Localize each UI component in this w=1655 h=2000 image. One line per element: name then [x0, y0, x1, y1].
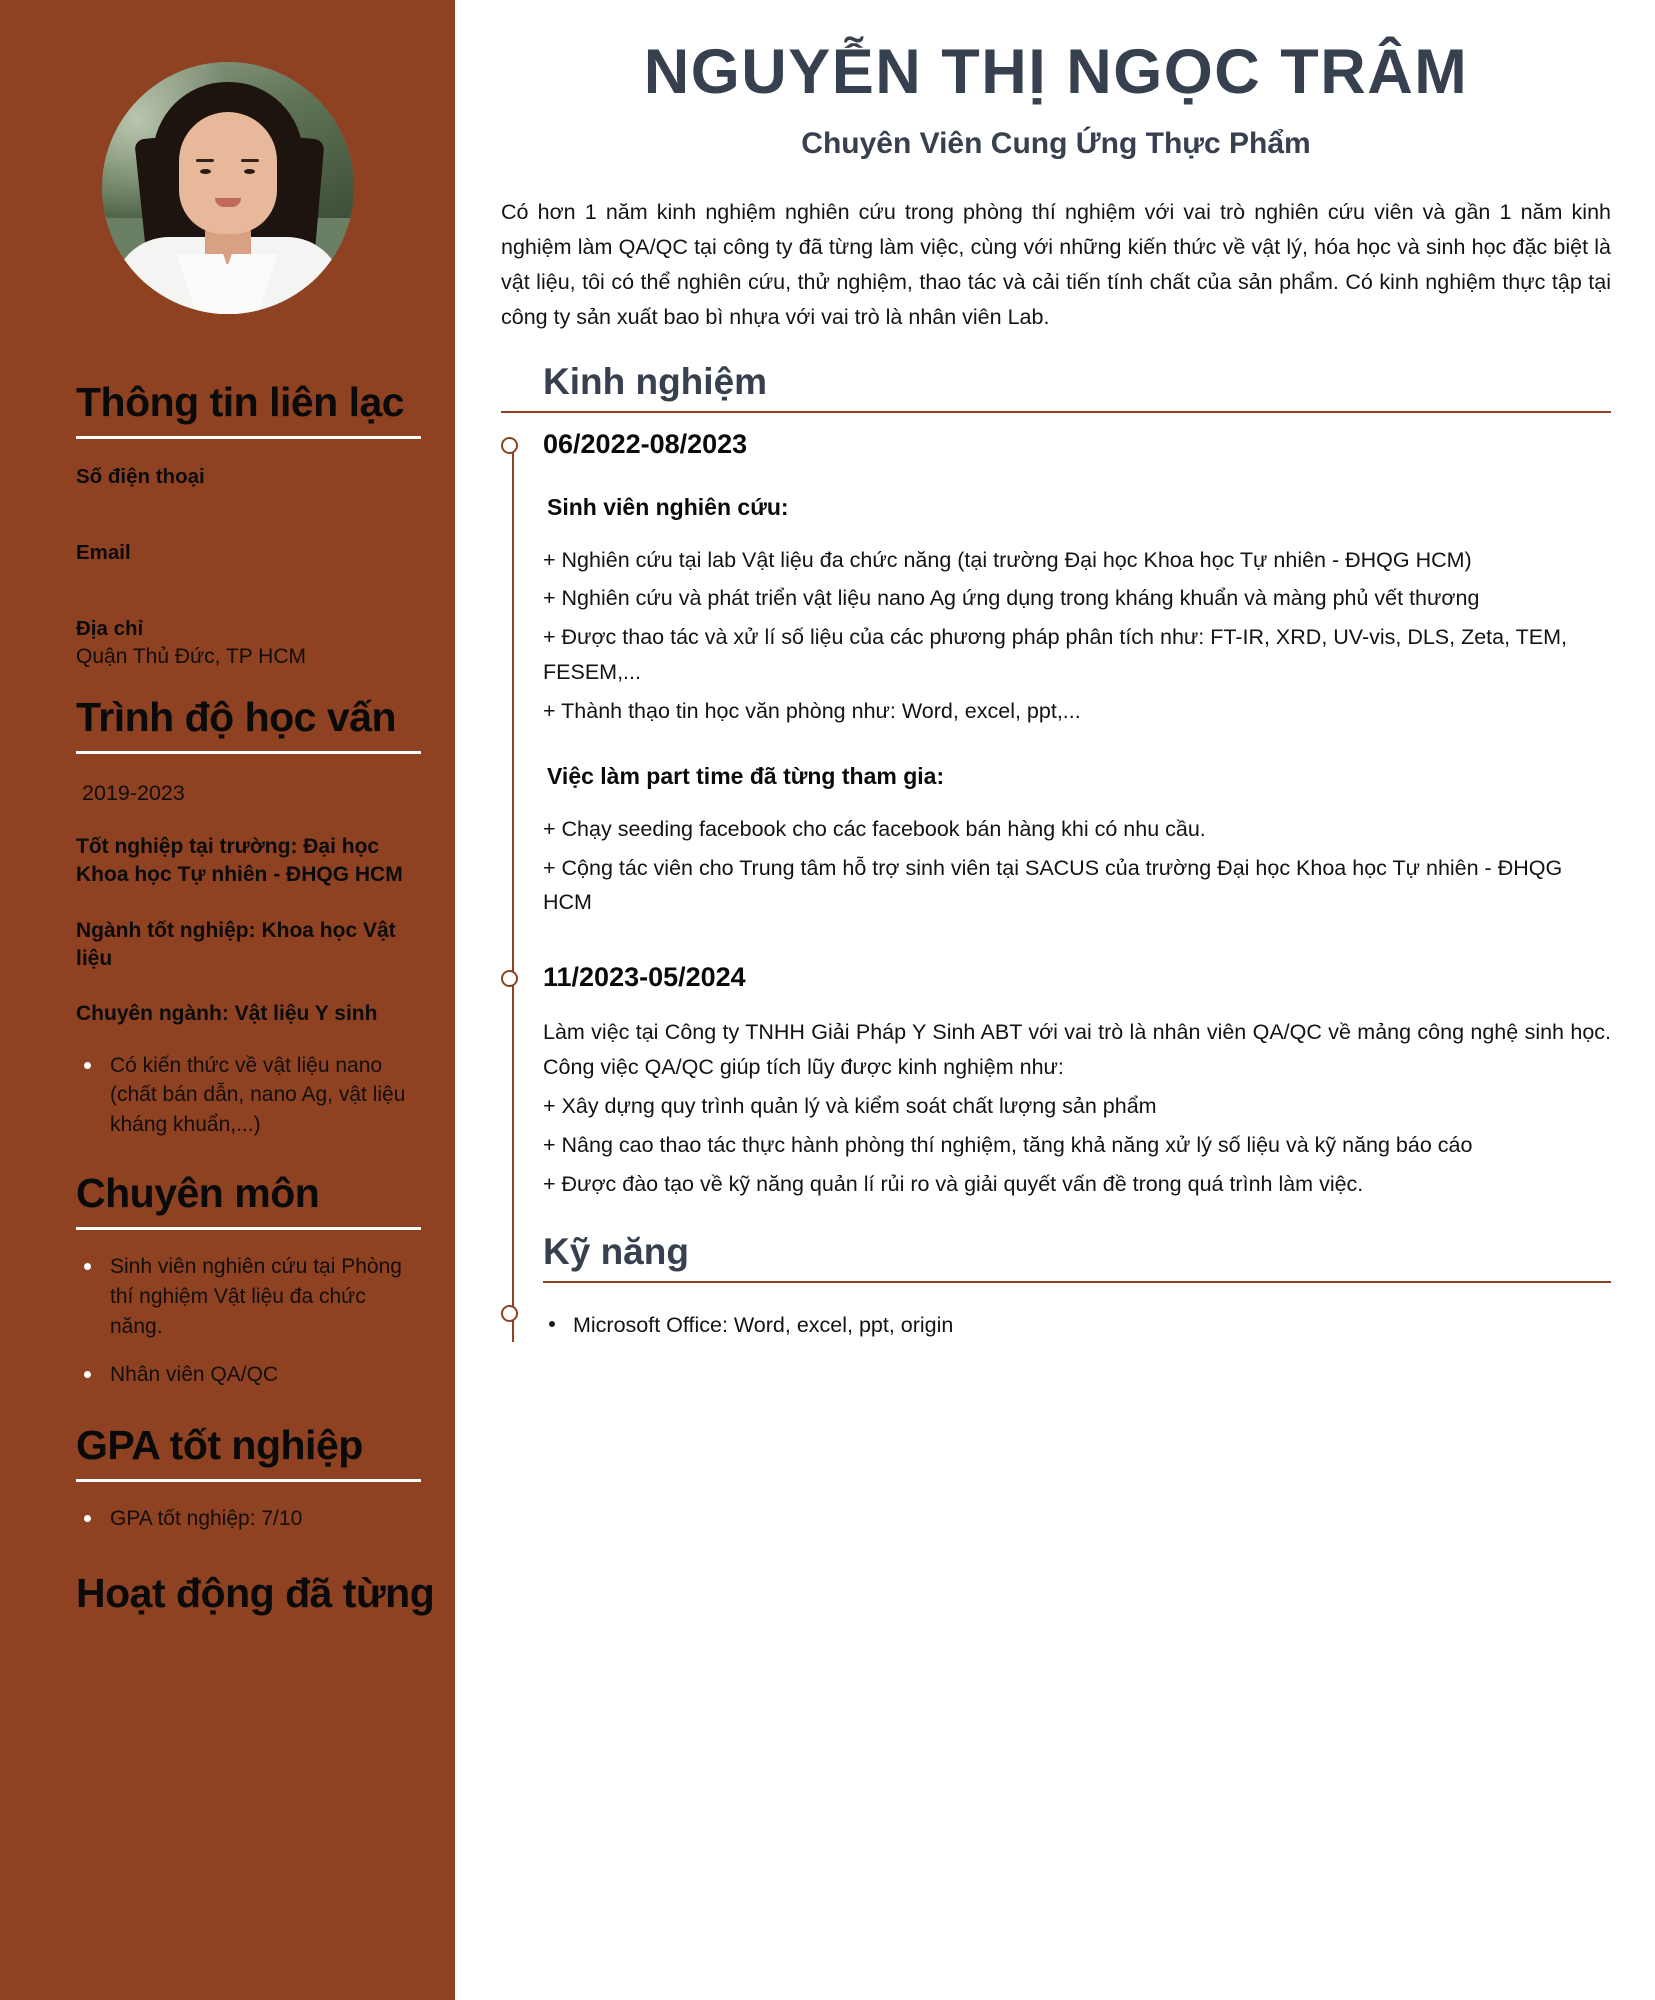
- expertise-heading: Chuyên môn: [76, 1169, 320, 1216]
- avatar-brow-right: [241, 159, 259, 162]
- experience-point: + Được thao tác và xử lí số liệu của các phương pháp phân tích như: FT-IR, XRD, UV-vis, DLS, Zeta, TEM, FESEM,...: [543, 625, 1568, 685]
- experience-heading: Kinh nghiệm: [543, 360, 768, 402]
- experience-point: + Nghiên cứu tại lab Vật liệu đa chức năng (tại trường Đại học Khoa học Tự nhiên - ĐHQG HCM): [543, 547, 1472, 572]
- experience-date: 06/2022-08/2023: [543, 428, 748, 459]
- experience-point: + Thành thạo tin học văn phòng như: Word, excel, ppt,...: [543, 698, 1081, 723]
- contact-divider: [76, 436, 421, 439]
- experience-point: + Xây dựng quy trình quản lý và kiểm soát chất lượng sản phẩm: [543, 1093, 1157, 1118]
- experience-point: + Nâng cao thao tác thực hành phòng thí nghiệm, tăng khả năng xử lý số liệu và kỹ năng báo cáo: [543, 1132, 1473, 1157]
- education-heading: Trình độ học vấn: [76, 693, 397, 740]
- avatar-eye-right: [244, 169, 255, 174]
- avatar-eye-left: [200, 169, 211, 174]
- experience-point: + Được đào tạo về kỹ năng quản lí rủi ro và giải quyết vấn đề trong quá trình làm việc.: [543, 1171, 1364, 1196]
- experience-item: [543, 962, 1611, 1201]
- sidebar-body: [0, 314, 455, 1617]
- avatar-mouth: [215, 198, 241, 207]
- experience-point: + Nghiên cứu và phát triển vật liệu nano Ag ứng dụng trong kháng khuẩn và màng phủ vết thương: [543, 586, 1480, 611]
- gpa-divider: [76, 1479, 421, 1482]
- avatar-face: [179, 112, 277, 234]
- phone-label: Số điện thoại: [76, 464, 205, 488]
- expertise-divider: [76, 1227, 421, 1230]
- education-school: Tốt nghiệp tại trường: Đại học Khoa học Tự nhiên - ĐHQG HCM: [76, 834, 403, 887]
- experience-subheading: Sinh viên nghiên cứu:: [547, 493, 789, 520]
- phone-value: [76, 493, 421, 515]
- skills-divider: [543, 1281, 1611, 1283]
- experience-divider: [501, 411, 1611, 413]
- list-item: Nhân viên QA/QC: [76, 1360, 421, 1390]
- skills-section: [543, 1231, 1611, 1341]
- experience-timeline: [501, 429, 1611, 1342]
- avatar: [102, 62, 354, 314]
- education-years: 2019-2023: [82, 780, 185, 805]
- education-bullets: [76, 1051, 421, 1140]
- email-label: Email: [76, 540, 131, 564]
- summary-paragraph: Có hơn 1 năm kinh nghiệm nghiên cứu trong phòng thí nghiệm với vai trò nghiên cứu viên và gần 1 năm kinh nghiệm làm QA/QC tại công ty đã từng làm việc, cùng với những kiến thức về vật lý, hóa học và sinh học đặc biệt là vật liệu, tôi có thể nghiên cứu, thử nghiệm, thao tác và cải tiến tính chất của sản phẩm. Có kinh nghiệm thực tập tại công ty sản xuất bao bì nhựa với vai trò là nhân viên Lab.: [501, 200, 1611, 329]
- experience-point: + Cộng tác viên cho Trung tâm hỗ trợ sinh viên tại SACUS của trường Đại học Khoa học Tự nhiên - ĐHQG HCM: [543, 855, 1563, 915]
- education-specialization: Chuyên ngành: Vật liệu Y sinh: [76, 1002, 378, 1026]
- experience-paragraph: Làm việc tại Công ty TNHH Giải Pháp Y Sinh ABT với vai trò là nhân viên QA/QC về mảng công nghệ sinh học. Công việc QA/QC giúp tích lũy được kinh nghiệm như:: [543, 1020, 1611, 1080]
- timeline-dot-icon: [501, 437, 518, 454]
- education-major: Ngành tốt nghiệp: Khoa học Vật liệu: [76, 918, 396, 970]
- contact-heading: Thông tin liên lạc: [76, 379, 405, 425]
- list-item: GPA tốt nghiệp: 7/10: [76, 1504, 421, 1534]
- email-value: [76, 569, 421, 591]
- list-item: Microsoft Office: Word, excel, ppt, origin: [543, 1309, 1611, 1341]
- gpa-bullets: [76, 1504, 421, 1534]
- timeline-dot-icon: [501, 1305, 518, 1322]
- address-label: Địa chỉ: [76, 616, 144, 640]
- list-item: Sinh viên nghiên cứu tại Phòng thí nghiệm Vật liệu đa chức năng.: [76, 1252, 421, 1341]
- address-value: Quận Thủ Đức, TP HCM: [76, 644, 306, 668]
- experience-subheading: Việc làm part time đã từng tham gia:: [547, 762, 945, 789]
- skills-heading: Kỹ năng: [543, 1231, 689, 1273]
- job-title: Chuyên Viên Cung Ứng Thực Phẩm: [801, 127, 1311, 161]
- activities-heading: Hoạt động đã từng: [76, 1569, 435, 1616]
- list-item: Có kiến thức về vật liệu nano (chất bán dẫn, nano Ag, vật liệu kháng khuẩn,...): [76, 1051, 421, 1140]
- page-title: NGUYỄN THỊ NGỌC TRÂM: [643, 37, 1469, 107]
- experience-point: + Chạy seeding facebook cho các facebook bán hàng khi có nhu cầu.: [543, 816, 1206, 841]
- expertise-bullets: [76, 1252, 421, 1390]
- experience-item: [543, 429, 1611, 921]
- timeline-dot-icon: [501, 970, 518, 987]
- avatar-brow-left: [196, 159, 214, 162]
- education-divider: [76, 751, 421, 754]
- skills-bullets: [543, 1309, 1611, 1341]
- gpa-heading: GPA tốt nghiệp: [76, 1422, 363, 1469]
- main-content: [455, 0, 1655, 2000]
- sidebar: [0, 0, 455, 2000]
- avatar-container: [0, 0, 455, 314]
- experience-date: 11/2023-05/2024: [543, 962, 746, 993]
- timeline-line: [512, 439, 514, 1342]
